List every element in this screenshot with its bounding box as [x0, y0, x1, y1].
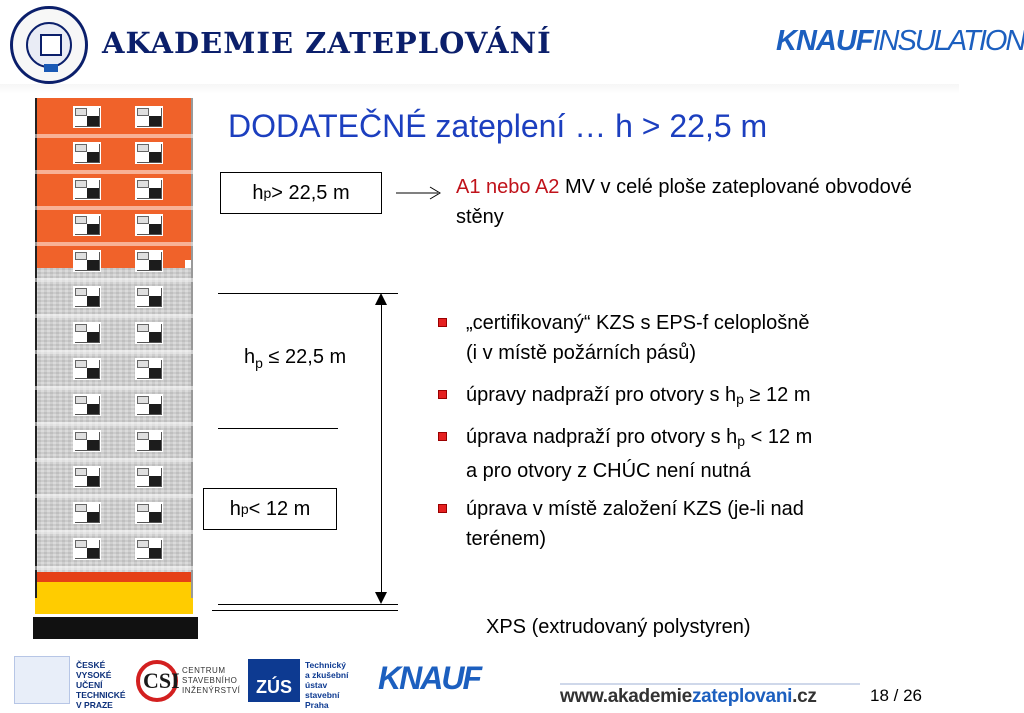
window-pane-dark	[149, 332, 161, 342]
building-window	[73, 538, 101, 560]
window-pane-dark	[149, 512, 161, 522]
building-window	[135, 214, 163, 236]
seal-emblem	[26, 22, 72, 68]
window-pane	[75, 108, 87, 116]
window-pane	[137, 108, 149, 116]
cond-low-sub: p	[240, 501, 249, 517]
window-pane	[75, 288, 87, 296]
window-pane-dark	[149, 224, 161, 234]
bullet-2-post: ≥ 12 m	[743, 384, 811, 406]
bullet-item-3	[466, 422, 936, 486]
window-pane	[137, 288, 149, 296]
building-foundation	[33, 617, 198, 639]
window-pane	[137, 180, 149, 188]
window-pane	[75, 180, 87, 188]
window-pane	[75, 540, 87, 548]
page-number: 18 / 26	[870, 686, 922, 705]
building-window	[73, 502, 101, 524]
akademie-seal-logo	[10, 6, 88, 84]
bullet-2-pre: úpravy nadpraží pro otvory s h	[466, 384, 737, 406]
xps-note: XPS (extrudovaný polystyren)	[486, 616, 751, 638]
building-window	[135, 178, 163, 200]
bullet-marker	[438, 390, 447, 399]
footer-divider	[560, 683, 860, 685]
cond-top-result-highlight: A1 nebo A2	[456, 176, 560, 198]
cond-top-result-rest: MV v celé ploše zateplované obvodové stěny	[456, 176, 912, 228]
floor-ledge	[35, 350, 193, 354]
window-pane	[75, 252, 87, 260]
url-part-1: www.akademie	[560, 686, 692, 707]
floor-ledge	[35, 206, 193, 210]
window-pane-dark	[87, 512, 99, 522]
floor-ledge	[35, 566, 193, 570]
bullet-item-4	[466, 494, 936, 554]
bullet-1-line-2: (i v místě požárních pásů)	[466, 342, 697, 364]
window-pane	[75, 468, 87, 476]
window-pane	[137, 144, 149, 152]
building-window	[135, 538, 163, 560]
knauf-logo: KNAUF	[378, 660, 480, 696]
window-pane-dark	[87, 404, 99, 414]
window-pane-dark	[87, 368, 99, 378]
window-pane	[137, 396, 149, 404]
cond-mid-sub: p	[255, 355, 263, 371]
window-pane	[75, 432, 87, 440]
building-window	[135, 394, 163, 416]
building-window	[135, 466, 163, 488]
knauf-logo-main: KNAUF	[776, 25, 873, 57]
csi-logo-text	[182, 666, 240, 696]
bullet-item-2	[466, 380, 936, 414]
window-pane	[75, 504, 87, 512]
zus-logo-text	[305, 660, 348, 710]
building-window	[135, 502, 163, 524]
height-dimension-line	[381, 300, 382, 596]
condition-box-above-22m	[220, 172, 382, 214]
condition-box-below-12m	[203, 488, 337, 530]
building-window	[73, 358, 101, 380]
bullet-4-line-1: úprava v místě založení KZS (je-li nad	[466, 498, 804, 520]
cond-low-rel: < 12 m	[248, 497, 311, 520]
knauf-tag-icon	[44, 64, 58, 72]
window-pane-dark	[87, 440, 99, 450]
header-divider	[0, 84, 959, 94]
building-window	[73, 286, 101, 308]
cvut-line: TECHNICKÉ	[76, 690, 126, 700]
building-window	[73, 106, 101, 128]
window-pane-dark	[87, 116, 99, 126]
building-window	[73, 142, 101, 164]
zus-line: ústav	[305, 680, 328, 690]
window-pane	[75, 144, 87, 152]
window-pane-dark	[87, 332, 99, 342]
window-pane-dark	[149, 368, 161, 378]
window-pane-dark	[149, 188, 161, 198]
floor-ledge	[35, 530, 193, 534]
window-pane	[137, 540, 149, 548]
csi-logo: CSI	[143, 668, 180, 693]
house-icon	[40, 34, 62, 56]
floor-ledge	[35, 422, 193, 426]
window-pane-dark	[87, 548, 99, 558]
floor-ledge	[35, 134, 193, 138]
building-window	[135, 430, 163, 452]
floor-ledge	[35, 458, 193, 462]
window-pane-dark	[149, 296, 161, 306]
cond-mid-h: h	[244, 346, 256, 368]
cond-top-h: h	[252, 181, 264, 204]
building-window	[73, 178, 101, 200]
cvut-lion-logo	[14, 656, 70, 704]
window-pane	[75, 216, 87, 224]
bullet-3-line-2: a pro otvory z CHÚC není nutná	[466, 460, 751, 482]
building-window	[73, 322, 101, 344]
bullet-4-line-2: terénem)	[466, 528, 547, 550]
cond-top-sub: p	[263, 185, 272, 201]
zus-line: Praha	[305, 700, 329, 710]
building-window	[135, 358, 163, 380]
building-window	[73, 250, 101, 272]
building-window	[73, 430, 101, 452]
url-part-3: .cz	[792, 686, 817, 707]
marker-line-base	[212, 610, 398, 611]
cond-mid-rel: ≤ 22,5 m	[262, 346, 347, 368]
brand-title: AKADEMIE ZATEPLOVÁNÍ	[102, 26, 552, 60]
csi-line: STAVEBNÍHO	[182, 676, 238, 685]
window-pane-dark	[87, 476, 99, 486]
bullet-marker	[438, 318, 447, 327]
window-pane-dark	[149, 548, 161, 558]
building-window	[135, 142, 163, 164]
floor-ledge	[35, 170, 193, 174]
marker-line-ground	[218, 604, 398, 605]
arrow-right-icon	[396, 186, 442, 200]
bullet-3-post: < 12 m	[745, 426, 813, 448]
bullet-3-pre: úprava nadpraží pro otvory s h	[466, 426, 738, 448]
bullet-item-1	[466, 308, 936, 368]
window-pane-dark	[87, 296, 99, 306]
bullet-2-sub: p	[736, 391, 744, 407]
floor-ledge	[35, 314, 193, 318]
building-window	[73, 394, 101, 416]
building-illustration	[35, 98, 193, 638]
building-window	[135, 106, 163, 128]
window-pane-dark	[149, 440, 161, 450]
cond-low-h: h	[229, 497, 241, 520]
marker-line-22m	[218, 293, 398, 294]
floor-ledge	[35, 386, 193, 390]
zus-line: Technický	[305, 660, 346, 670]
window-pane-dark	[149, 404, 161, 414]
building-window	[135, 286, 163, 308]
bullet-marker	[438, 504, 447, 513]
window-pane	[75, 324, 87, 332]
csi-line: INŽENÝRSTVÍ	[182, 686, 241, 695]
window-pane-dark	[87, 224, 99, 234]
cvut-logo-text	[76, 660, 126, 710]
slide-title: DODATEČNÉ zateplení … h > 22,5 m	[228, 108, 768, 144]
building-window	[135, 250, 163, 272]
cvut-line: V PRAZE	[76, 700, 113, 710]
floor-ledge	[35, 494, 193, 498]
zus-line: stavební	[305, 690, 340, 700]
marker-line-12m	[218, 428, 338, 429]
window-pane	[137, 504, 149, 512]
arrow-down-icon	[375, 592, 387, 604]
cond-top-rel: > 22,5 m	[271, 181, 350, 204]
cvut-line: ČESKÉ	[76, 660, 106, 670]
cond-top-result	[456, 172, 936, 232]
window-pane-dark	[149, 116, 161, 126]
building-window	[73, 466, 101, 488]
zus-line: a zkušební	[305, 670, 349, 680]
condition-label-max-22m	[244, 346, 346, 371]
window-pane-dark	[87, 152, 99, 162]
floor-ledge	[35, 242, 193, 246]
zus-logo: ZÚS	[248, 659, 300, 702]
building-window	[73, 214, 101, 236]
window-pane	[137, 252, 149, 260]
window-pane	[137, 324, 149, 332]
insulation-logo-sub: INSULATION	[872, 25, 1024, 57]
window-pane	[75, 396, 87, 404]
building-window	[135, 322, 163, 344]
window-pane-dark	[87, 188, 99, 198]
bullet-1-line-1: „certifikovaný“ KZS s EPS-f celoplošně	[466, 312, 810, 334]
csi-line: CENTRUM	[182, 666, 226, 675]
window-pane	[137, 468, 149, 476]
window-pane-dark	[149, 260, 161, 270]
bullet-marker	[438, 432, 447, 441]
window-pane	[137, 216, 149, 224]
floor-ledge	[35, 278, 193, 282]
website-url[interactable]	[560, 686, 817, 708]
window-pane-dark	[149, 152, 161, 162]
window-pane-dark	[149, 476, 161, 486]
window-pane-dark	[87, 260, 99, 270]
cvut-line: VYSOKÉ	[76, 670, 112, 680]
window-pane	[137, 360, 149, 368]
window-pane	[75, 360, 87, 368]
cvut-line: UČENÍ	[76, 680, 103, 690]
url-part-2: zateplovani	[691, 686, 793, 707]
knauf-insulation-logo	[776, 25, 1024, 58]
bullet-3-sub: p	[737, 433, 746, 449]
window-pane	[137, 432, 149, 440]
arrow-up-icon	[375, 293, 387, 305]
